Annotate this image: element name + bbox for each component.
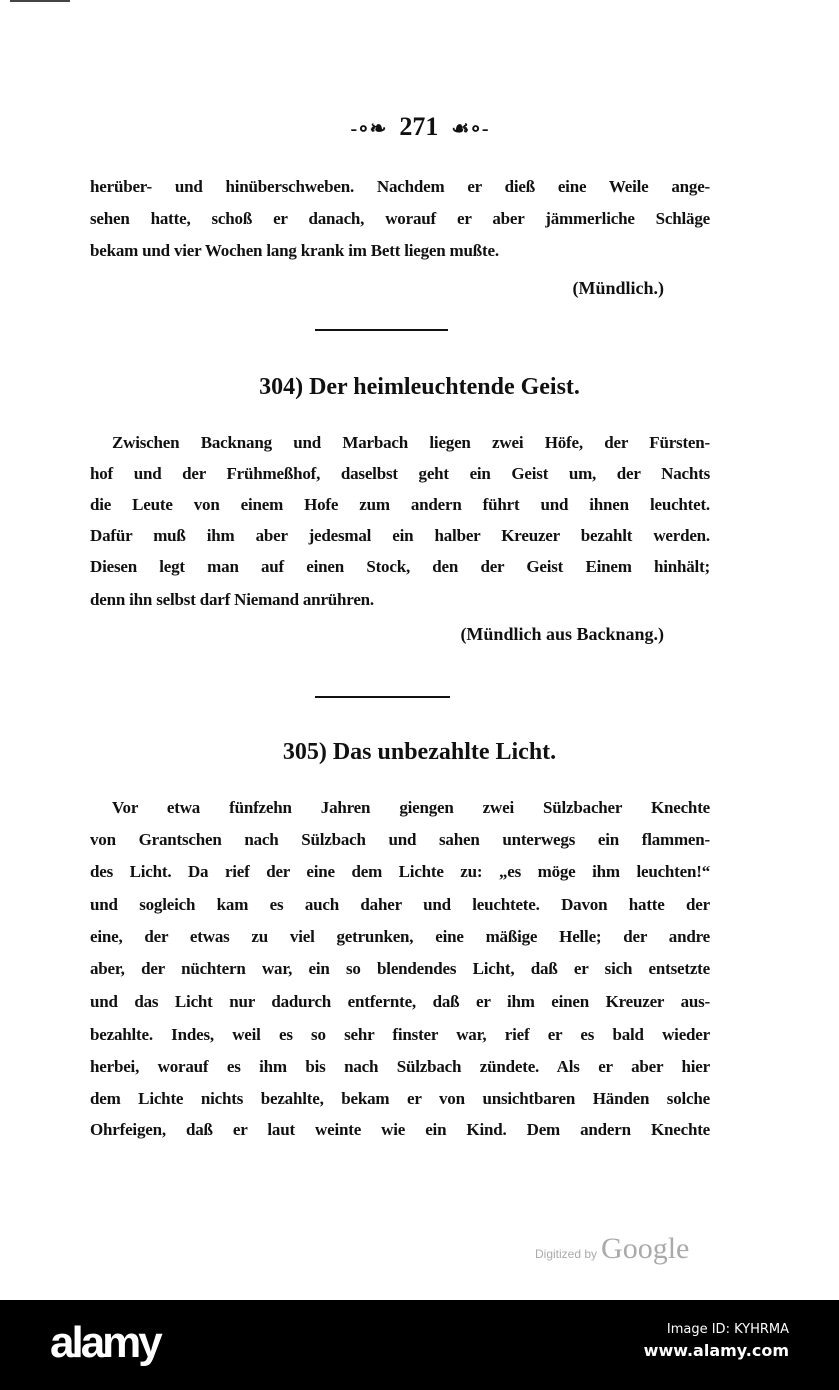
text-line: des Licht. Da rief der eine dem Lichte zu: „es möge ihm leuchten!“: [90, 862, 710, 881]
text-line: aber, der nüchtern war, ein so blendendes Licht, daß er sich entsetzte: [90, 959, 710, 978]
watermark-bar: [0, 1300, 839, 1390]
text-line: und das Licht nur dadurch entfernte, daß er ihm einen Kreuzer aus-: [90, 992, 710, 1011]
text-line: denn ihn selbst darf Niemand anrühren.: [90, 590, 374, 609]
digitized-by-google-mark: [535, 1232, 689, 1266]
ornament-right-icon: ☙∘-: [451, 118, 489, 140]
source-note: (Mündlich.): [572, 278, 664, 298]
text-line: von Grantschen nach Sülzbach und sahen unterwegs ein flammen-: [90, 830, 710, 849]
watermark-meta: [644, 1322, 789, 1360]
source-note: (Mündlich aus Backnang.): [460, 624, 664, 644]
text-line: bekam und vier Wochen lang krank im Bett liegen mußte.: [90, 241, 499, 260]
text-line: herbei, worauf es ihm bis nach Sülzbach zündete. Als er aber hier: [90, 1057, 710, 1076]
section-divider: [315, 329, 448, 331]
image-id: Image ID: KYHRMA: [666, 1322, 789, 1337]
text-line: Diesen legt man auf einen Stock, den der Geist Einem hinhält;: [90, 557, 710, 576]
watermark-url: www.alamy.com: [643, 1341, 789, 1360]
page-number-header: [0, 112, 839, 142]
story-title: 305) Das unbezahlte Licht.: [282, 739, 557, 765]
text-line: Ohrfeigen, daß er laut weinte wie ein Kind. Dem andern Knechte: [90, 1120, 710, 1139]
story-title: 304) Der heimleuchtende Geist.: [259, 374, 580, 400]
digitized-prefix: Digitized by: [535, 1247, 598, 1261]
text-line: Zwischen Backnang und Marbach liegen zwei Höfe, der Fürsten-: [112, 433, 710, 452]
scan-edge-line: [10, 0, 70, 2]
text-line: und sogleich kam es auch daher und leuchtete. Davon hatte der: [90, 895, 710, 914]
ornament-left-icon: -∘❧: [350, 118, 387, 140]
section-divider: [315, 696, 450, 698]
text-line: sehen hatte, schoß er danach, worauf er aber jämmerliche Schläge: [90, 209, 710, 228]
text-line: bezahlte. Indes, weil es so sehr finster war, rief er es bald wieder: [90, 1025, 710, 1044]
text-line: Vor etwa fünfzehn Jahren giengen zwei Sülzbacher Knechte: [112, 798, 710, 817]
text-line: dem Lichte nichts bezahlte, bekam er von unsichtbaren Händen solche: [90, 1089, 710, 1108]
text-line: die Leute von einem Hofe zum andern führt und ihnen leuchtet.: [90, 495, 710, 514]
alamy-logo: alamy: [50, 1318, 160, 1367]
text-line: Dafür muß ihm aber jedesmal ein halber Kreuzer bezahlt werden.: [90, 526, 710, 545]
page-number: 271: [399, 112, 439, 141]
google-logo: Google: [601, 1232, 690, 1265]
text-line: herüber- und hinüberschweben. Nachdem er dieß eine Weile ange-: [90, 177, 710, 196]
text-line: eine, der etwas zu viel getrunken, eine mäßige Helle; der andre: [90, 927, 710, 946]
text-line: hof und der Frühmeßhof, daselbst geht ein Geist um, der Nachts: [90, 464, 710, 483]
